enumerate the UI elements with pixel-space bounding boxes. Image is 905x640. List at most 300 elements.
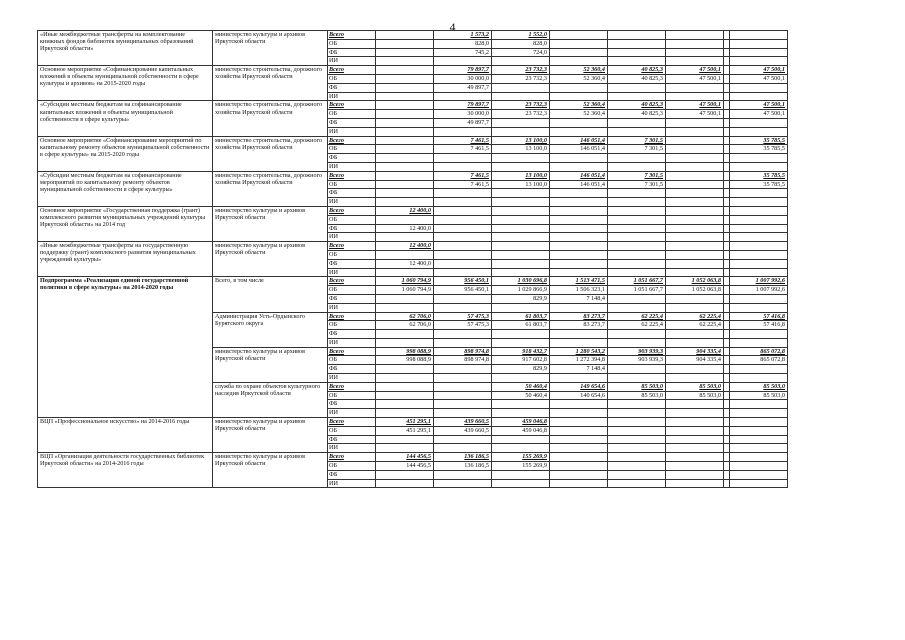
value-cell: 956 450,1 — [434, 286, 492, 295]
value-cell — [550, 479, 608, 488]
funding-source-cell: ОБ — [328, 462, 376, 471]
value-cell — [666, 57, 724, 66]
value-cell: 7 301,5 — [608, 145, 666, 154]
value-cell: 23 732,3 — [492, 101, 550, 110]
value-cell: 828,0 — [492, 39, 550, 48]
executor-cell: министерство строительства, дорожного хозяйства Иркутской области — [213, 171, 328, 206]
value-cell — [608, 118, 666, 127]
value-cell — [730, 31, 788, 40]
value-cell: 79 897,7 — [434, 101, 492, 110]
value-cell: 62 706,0 — [376, 321, 434, 330]
value-cell: 52 360,4 — [550, 74, 608, 83]
value-cell — [608, 39, 666, 48]
value-cell — [608, 162, 666, 171]
value-cell: 904 335,4 — [666, 356, 724, 365]
value-cell — [608, 330, 666, 339]
value-cell — [376, 391, 434, 400]
value-cell: 12 400,0 — [376, 206, 434, 215]
executor-cell: министерство культуры и архивов Иркутской области — [213, 418, 328, 453]
value-cell — [608, 418, 666, 427]
value-cell — [608, 479, 666, 488]
page-number: 4 — [449, 20, 456, 34]
value-cell: 85 503,0 — [666, 382, 724, 391]
value-cell — [434, 479, 492, 488]
value-cell — [376, 48, 434, 57]
value-cell — [666, 426, 724, 435]
value-cell — [666, 198, 724, 207]
value-cell — [666, 224, 724, 233]
value-cell — [730, 435, 788, 444]
value-cell — [376, 303, 434, 312]
funding-source-cell: ФБ — [328, 259, 376, 268]
value-cell — [608, 206, 666, 215]
value-cell — [434, 127, 492, 136]
value-cell: 47 500,1 — [730, 66, 788, 75]
value-cell — [376, 470, 434, 479]
value-cell — [608, 294, 666, 303]
value-cell — [550, 39, 608, 48]
value-cell — [730, 479, 788, 488]
funding-source-cell: Всего — [328, 171, 376, 180]
value-cell: 7 461,5 — [434, 180, 492, 189]
value-cell — [730, 233, 788, 242]
value-cell — [376, 479, 434, 488]
value-cell: 57 475,3 — [434, 321, 492, 330]
value-cell — [434, 303, 492, 312]
value-cell: 918 432,7 — [492, 347, 550, 356]
value-cell — [608, 92, 666, 101]
funding-source-cell: ИИ — [328, 162, 376, 171]
value-cell — [550, 233, 608, 242]
value-cell: 13 100,0 — [492, 180, 550, 189]
funding-source-cell: Всего — [328, 453, 376, 462]
value-cell — [550, 118, 608, 127]
value-cell: 903 939,3 — [608, 356, 666, 365]
value-cell: 439 660,5 — [434, 426, 492, 435]
value-cell — [666, 136, 724, 145]
value-cell: 146 051,4 — [550, 145, 608, 154]
value-cell — [730, 444, 788, 453]
value-cell — [550, 206, 608, 215]
funding-source-cell: ФБ — [328, 224, 376, 233]
value-cell — [434, 400, 492, 409]
value-cell — [434, 444, 492, 453]
value-cell — [550, 462, 608, 471]
table-row — [38, 101, 788, 110]
value-cell — [550, 338, 608, 347]
value-cell — [730, 462, 788, 471]
value-cell: 57 475,3 — [434, 312, 492, 321]
funding-source-cell: Всего — [328, 66, 376, 75]
value-cell — [492, 224, 550, 233]
value-cell: 7 148,4 — [550, 365, 608, 374]
value-cell: 85 503,0 — [608, 391, 666, 400]
value-cell: 7 461,5 — [434, 171, 492, 180]
funding-source-cell: ИИ — [328, 338, 376, 347]
value-cell: 917 602,8 — [492, 356, 550, 365]
value-cell — [608, 250, 666, 259]
value-cell — [434, 435, 492, 444]
value-cell — [376, 31, 434, 40]
value-cell — [666, 435, 724, 444]
value-cell — [730, 259, 788, 268]
value-cell: 52 360,4 — [550, 110, 608, 119]
value-cell — [550, 92, 608, 101]
value-cell — [550, 453, 608, 462]
value-cell — [376, 409, 434, 418]
value-cell: 12 400,0 — [376, 224, 434, 233]
value-cell: 61 803,7 — [492, 312, 550, 321]
value-cell: 724,0 — [492, 48, 550, 57]
value-cell: 898 974,8 — [434, 347, 492, 356]
table-row — [38, 206, 788, 215]
value-cell: 85 503,0 — [608, 382, 666, 391]
value-cell: 13 100,0 — [492, 145, 550, 154]
value-cell: 47 500,1 — [666, 74, 724, 83]
value-cell — [666, 171, 724, 180]
value-cell — [608, 233, 666, 242]
value-cell — [376, 365, 434, 374]
value-cell — [730, 118, 788, 127]
value-cell — [730, 409, 788, 418]
funding-source-cell: ФБ — [328, 154, 376, 163]
value-cell: 57 416,8 — [730, 321, 788, 330]
value-cell — [492, 374, 550, 383]
value-cell — [666, 39, 724, 48]
funding-source-cell: ИИ — [328, 409, 376, 418]
value-cell — [666, 418, 724, 427]
executor-cell: Всего, в том числе — [213, 277, 328, 312]
value-cell — [666, 400, 724, 409]
value-cell: 50 460,4 — [492, 382, 550, 391]
value-cell: 144 456,5 — [376, 453, 434, 462]
value-cell — [730, 330, 788, 339]
value-cell: 1 007 992,6 — [730, 277, 788, 286]
value-cell: 1 552,0 — [492, 31, 550, 40]
value-cell — [550, 83, 608, 92]
value-cell — [666, 118, 724, 127]
value-cell — [608, 259, 666, 268]
value-cell — [550, 31, 608, 40]
value-cell — [492, 154, 550, 163]
value-cell — [492, 198, 550, 207]
value-cell — [492, 250, 550, 259]
value-cell — [492, 127, 550, 136]
value-cell — [666, 31, 724, 40]
value-cell — [730, 294, 788, 303]
table-row — [38, 453, 788, 462]
funding-source-cell: ФБ — [328, 400, 376, 409]
measure-cell: «Субсидии местным бюджетам на софинансирование мероприятий по капитальному ремонту объектов муниципальной собственности в сфере культуры» — [38, 171, 213, 206]
value-cell — [608, 83, 666, 92]
value-cell — [492, 206, 550, 215]
value-cell: 998 088,9 — [376, 347, 434, 356]
funding-source-cell: ФБ — [328, 470, 376, 479]
value-cell: 47 500,1 — [666, 110, 724, 119]
value-cell — [434, 233, 492, 242]
value-cell — [492, 303, 550, 312]
funding-source-cell: ОБ — [328, 215, 376, 224]
value-cell: 7 301,5 — [608, 180, 666, 189]
value-cell: 439 660,5 — [434, 418, 492, 427]
measure-cell: ВЦП «Профессиональное искусство» на 2014-2016 годы — [38, 418, 213, 453]
value-cell — [434, 250, 492, 259]
value-cell — [550, 400, 608, 409]
value-cell — [730, 470, 788, 479]
value-cell — [666, 294, 724, 303]
value-cell — [666, 154, 724, 163]
value-cell: 7 301,5 — [608, 171, 666, 180]
value-cell — [376, 101, 434, 110]
value-cell: 62 225,4 — [666, 321, 724, 330]
value-cell — [608, 57, 666, 66]
value-cell — [730, 418, 788, 427]
value-cell — [376, 400, 434, 409]
value-cell — [492, 118, 550, 127]
value-cell: 1 513 471,5 — [550, 277, 608, 286]
funding-source-cell: ФБ — [328, 294, 376, 303]
value-cell — [730, 189, 788, 198]
value-cell: 7 461,5 — [434, 136, 492, 145]
value-cell — [434, 224, 492, 233]
value-cell — [608, 426, 666, 435]
value-cell: 62 225,4 — [608, 321, 666, 330]
value-cell — [608, 268, 666, 277]
value-cell — [434, 409, 492, 418]
value-cell: 451 295,1 — [376, 426, 434, 435]
value-cell — [492, 233, 550, 242]
value-cell — [730, 365, 788, 374]
value-cell — [492, 444, 550, 453]
funding-source-cell: ФБ — [328, 365, 376, 374]
value-cell — [376, 233, 434, 242]
value-cell — [376, 66, 434, 75]
value-cell — [434, 198, 492, 207]
funding-source-cell: ОБ — [328, 39, 376, 48]
value-cell — [550, 162, 608, 171]
value-cell — [434, 189, 492, 198]
value-cell — [666, 303, 724, 312]
value-cell: 35 785,5 — [730, 136, 788, 145]
funding-source-cell: ИИ — [328, 374, 376, 383]
value-cell — [666, 453, 724, 462]
value-cell — [434, 215, 492, 224]
value-cell — [730, 400, 788, 409]
value-cell: 57 416,8 — [730, 312, 788, 321]
value-cell — [492, 268, 550, 277]
table-row — [38, 66, 788, 75]
value-cell: 35 785,5 — [730, 180, 788, 189]
value-cell: 52 360,4 — [550, 101, 608, 110]
value-cell — [550, 48, 608, 57]
value-cell: 12 400,0 — [376, 242, 434, 251]
value-cell — [608, 127, 666, 136]
value-cell — [666, 180, 724, 189]
value-cell — [730, 154, 788, 163]
value-cell — [492, 470, 550, 479]
value-cell — [492, 330, 550, 339]
measure-cell: «Субсидии местным бюджетам на софинансирование капитальных вложений в объекты муниципальной собственности в сфере культуры» — [38, 101, 213, 136]
executor-cell: министерство культуры и архивов Иркутской области — [213, 206, 328, 241]
value-cell — [492, 189, 550, 198]
executor-cell: министерство культуры и архивов Иркутской области — [213, 453, 328, 488]
value-cell — [666, 242, 724, 251]
value-cell — [730, 338, 788, 347]
funding-source-cell: ИИ — [328, 127, 376, 136]
value-cell: 1 280 543,2 — [550, 347, 608, 356]
funding-source-cell: ФБ — [328, 48, 376, 57]
funding-source-cell: ИИ — [328, 303, 376, 312]
funding-source-cell: Всего — [328, 31, 376, 40]
value-cell — [550, 250, 608, 259]
value-cell — [608, 470, 666, 479]
table-row — [38, 418, 788, 427]
value-cell: 61 803,7 — [492, 321, 550, 330]
executor-cell: министерство культуры и архивов Иркутской области — [213, 31, 328, 66]
value-cell — [730, 215, 788, 224]
value-cell — [376, 250, 434, 259]
value-cell — [608, 462, 666, 471]
value-cell — [550, 154, 608, 163]
value-cell — [492, 259, 550, 268]
funding-source-cell: ИИ — [328, 198, 376, 207]
value-cell — [730, 83, 788, 92]
value-cell — [666, 206, 724, 215]
value-cell — [376, 162, 434, 171]
value-cell: 47 500,1 — [666, 66, 724, 75]
value-cell — [608, 224, 666, 233]
value-cell — [666, 409, 724, 418]
value-cell — [730, 242, 788, 251]
value-cell: 49 897,7 — [434, 83, 492, 92]
value-cell — [730, 206, 788, 215]
value-cell — [434, 162, 492, 171]
value-cell: 459 046,8 — [492, 426, 550, 435]
value-cell — [608, 189, 666, 198]
value-cell — [730, 57, 788, 66]
value-cell — [550, 268, 608, 277]
value-cell — [492, 83, 550, 92]
value-cell — [666, 162, 724, 171]
value-cell — [492, 338, 550, 347]
value-cell — [730, 127, 788, 136]
funding-source-cell: ИИ — [328, 233, 376, 242]
value-cell — [550, 374, 608, 383]
funding-source-cell: Всего — [328, 347, 376, 356]
value-cell — [376, 74, 434, 83]
value-cell: 146 051,4 — [550, 180, 608, 189]
value-cell — [608, 435, 666, 444]
value-cell — [492, 435, 550, 444]
value-cell — [666, 233, 724, 242]
funding-source-cell: ОБ — [328, 286, 376, 295]
value-cell: 998 088,9 — [376, 356, 434, 365]
value-cell — [608, 31, 666, 40]
table-row — [38, 136, 788, 145]
value-cell — [608, 198, 666, 207]
value-cell — [376, 198, 434, 207]
value-cell — [376, 215, 434, 224]
value-cell — [550, 330, 608, 339]
value-cell — [730, 268, 788, 277]
executor-cell: министерство строительства, дорожного хозяйства Иркутской области — [213, 136, 328, 171]
value-cell: 52 360,4 — [550, 66, 608, 75]
funding-source-cell: ИИ — [328, 479, 376, 488]
measure-cell: Подпрограмма «Реализация единой государственной политики в сфере культуры» на 2014-2020 годы — [38, 277, 213, 418]
value-cell — [608, 374, 666, 383]
measure-cell: ВЦП «Организация деятельности государственных библиотек Иркутской области» на 2014-2016 годы — [38, 453, 213, 488]
value-cell — [550, 224, 608, 233]
value-cell — [550, 409, 608, 418]
value-cell — [550, 418, 608, 427]
value-cell: 62 225,4 — [608, 312, 666, 321]
value-cell — [550, 215, 608, 224]
value-cell — [550, 470, 608, 479]
value-cell — [492, 409, 550, 418]
value-cell — [434, 338, 492, 347]
value-cell: 1 029 866,9 — [492, 286, 550, 295]
value-cell: 140 654,6 — [550, 391, 608, 400]
value-cell — [376, 338, 434, 347]
value-cell — [730, 92, 788, 101]
value-cell: 1 052 063,8 — [666, 277, 724, 286]
value-cell — [608, 338, 666, 347]
value-cell — [730, 453, 788, 462]
value-cell: 79 897,7 — [434, 66, 492, 75]
value-cell — [434, 92, 492, 101]
value-cell — [666, 444, 724, 453]
value-cell — [730, 374, 788, 383]
value-cell — [608, 365, 666, 374]
value-cell: 828,0 — [434, 39, 492, 48]
funding-source-cell: Всего — [328, 206, 376, 215]
value-cell — [376, 382, 434, 391]
value-cell — [376, 92, 434, 101]
funding-source-cell: ФБ — [328, 118, 376, 127]
value-cell: 50 460,4 — [492, 391, 550, 400]
executor-cell: министерство строительства, дорожного хозяйства Иркутской области — [213, 66, 328, 101]
value-cell — [666, 365, 724, 374]
value-cell: 1 060 794,9 — [376, 286, 434, 295]
value-cell — [376, 83, 434, 92]
value-cell — [434, 365, 492, 374]
value-cell — [376, 268, 434, 277]
table-row — [38, 171, 788, 180]
value-cell — [608, 48, 666, 57]
value-cell — [376, 294, 434, 303]
value-cell: 30 000,0 — [434, 110, 492, 119]
value-cell: 7 148,4 — [550, 294, 608, 303]
value-cell — [730, 224, 788, 233]
measure-cell: «Иные межбюджетные трансферты на государственную поддержку (грант) комплексного развития муниципальных учреждений культуры» — [38, 242, 213, 277]
value-cell — [434, 294, 492, 303]
value-cell — [434, 391, 492, 400]
value-cell — [492, 479, 550, 488]
value-cell — [434, 206, 492, 215]
value-cell — [434, 470, 492, 479]
value-cell: 40 825,3 — [608, 101, 666, 110]
value-cell — [550, 198, 608, 207]
value-cell: 13 100,0 — [492, 136, 550, 145]
funding-source-cell: ОБ — [328, 74, 376, 83]
value-cell — [608, 242, 666, 251]
executor-cell: министерство строительства, дорожного хозяйства Иркутской области — [213, 101, 328, 136]
value-cell — [550, 259, 608, 268]
value-cell — [608, 409, 666, 418]
value-cell — [376, 127, 434, 136]
value-cell: 7 461,5 — [434, 145, 492, 154]
funding-source-cell: ОБ — [328, 110, 376, 119]
